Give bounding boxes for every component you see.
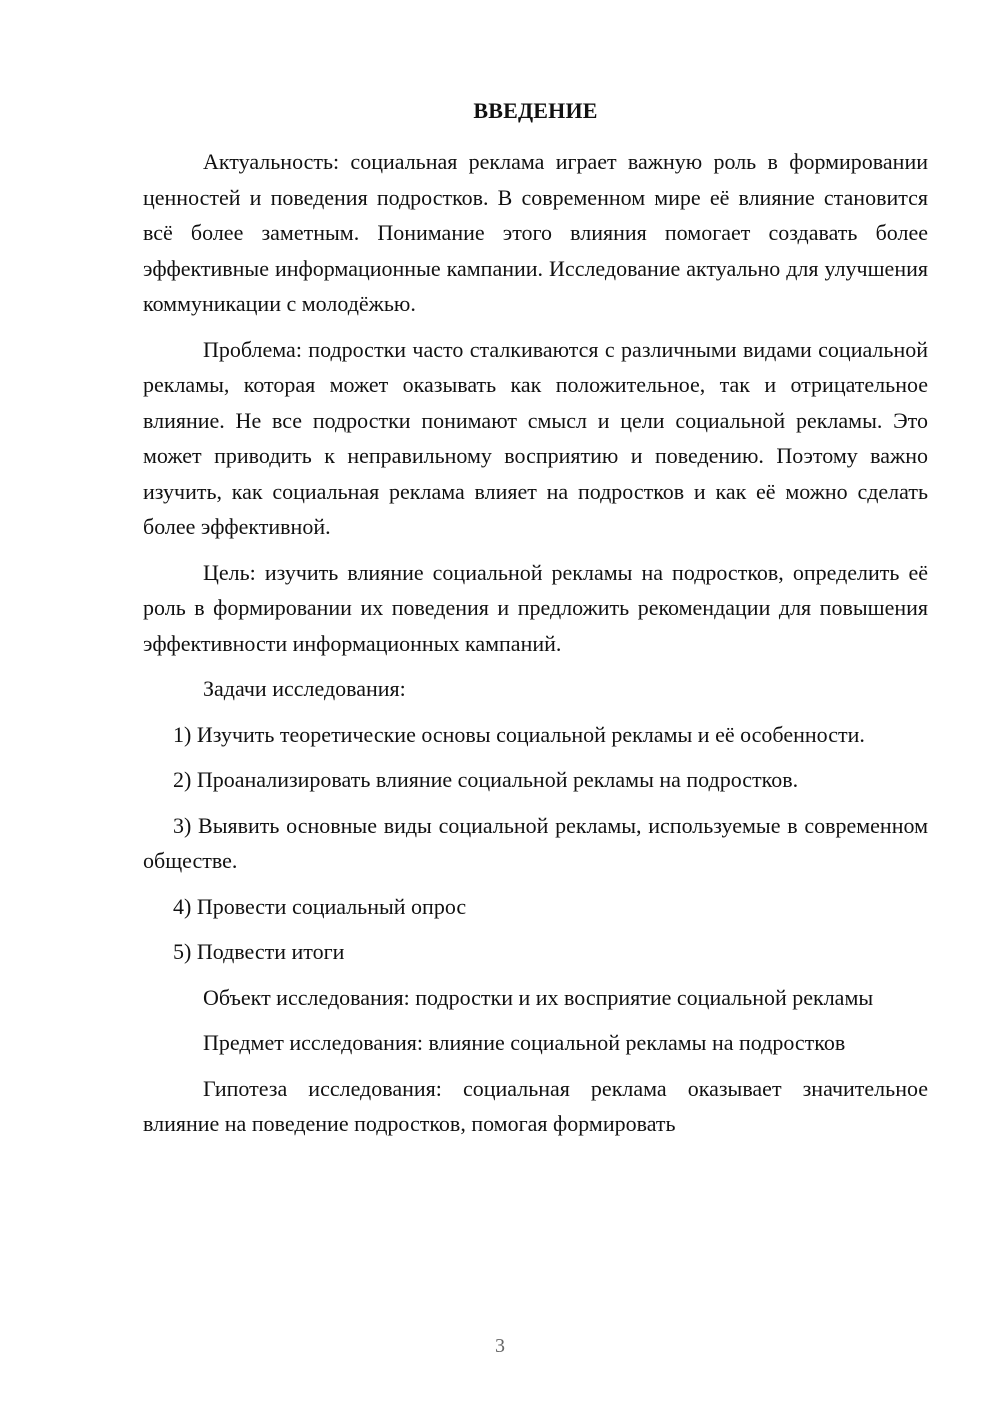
section-title: ВВЕДЕНИЕ — [473, 98, 598, 123]
paragraph-hypothesis: Гипотеза исследования: социальная реклама оказывает значительное влияние на поведение подростков, помогая формировать — [143, 1075, 928, 1136]
task-item: 2) Проанализировать влияние социальной рекламы на подростков. — [173, 767, 799, 792]
task-item: 3) Выявить основные виды социальной рекламы, используемые в современном обществе. — [143, 812, 928, 873]
task-item: 1) Изучить теоретические основы социальной рекламы и её особенности. — [173, 721, 865, 747]
paragraph-problem: Проблема: подростки часто сталкиваются с различными видами социальной рекламы, которая может оказывать как положительное, так и отрицательное влияние. Не все подростки понимают смысл и цели социальной рекламы. Это может приводить к неправильному восприятию и поведению. Поэтому важно изучить, как социальная реклама влияет на подростков и как её можно сделать более эффективной. — [143, 336, 928, 539]
paragraph-subject: Предмет исследования: влияние социальной рекламы на подростков — [203, 1030, 846, 1055]
paragraph-goal: Цель: изучить влияние социальной рекламы на подростков, определить её роль в формировании их поведения и предложить рекомендации для повышения эффективности информационных кампаний. — [143, 559, 928, 656]
page-number: 3 — [495, 1335, 505, 1357]
task-item: 4) Провести социальный опрос — [173, 893, 467, 919]
document-body — [143, 144, 928, 1152]
task-item: 5) Подвести итоги — [173, 939, 345, 964]
paragraph-object: Объект исследования: подростки и их восприятие социальной рекламы — [203, 984, 874, 1010]
paragraph-tasks-heading: Задачи исследования: — [203, 676, 406, 701]
paragraph-relevance: Актуальность: социальная реклама играет важную роль в формировании ценностей и поведения подростков. В современном мире её влияние становится всё более заметным. Понимание этого влияния помогает создавать более эффективные информационные кампании. Исследование актуально для улучшения коммуникации с молодёжью. — [143, 149, 928, 316]
